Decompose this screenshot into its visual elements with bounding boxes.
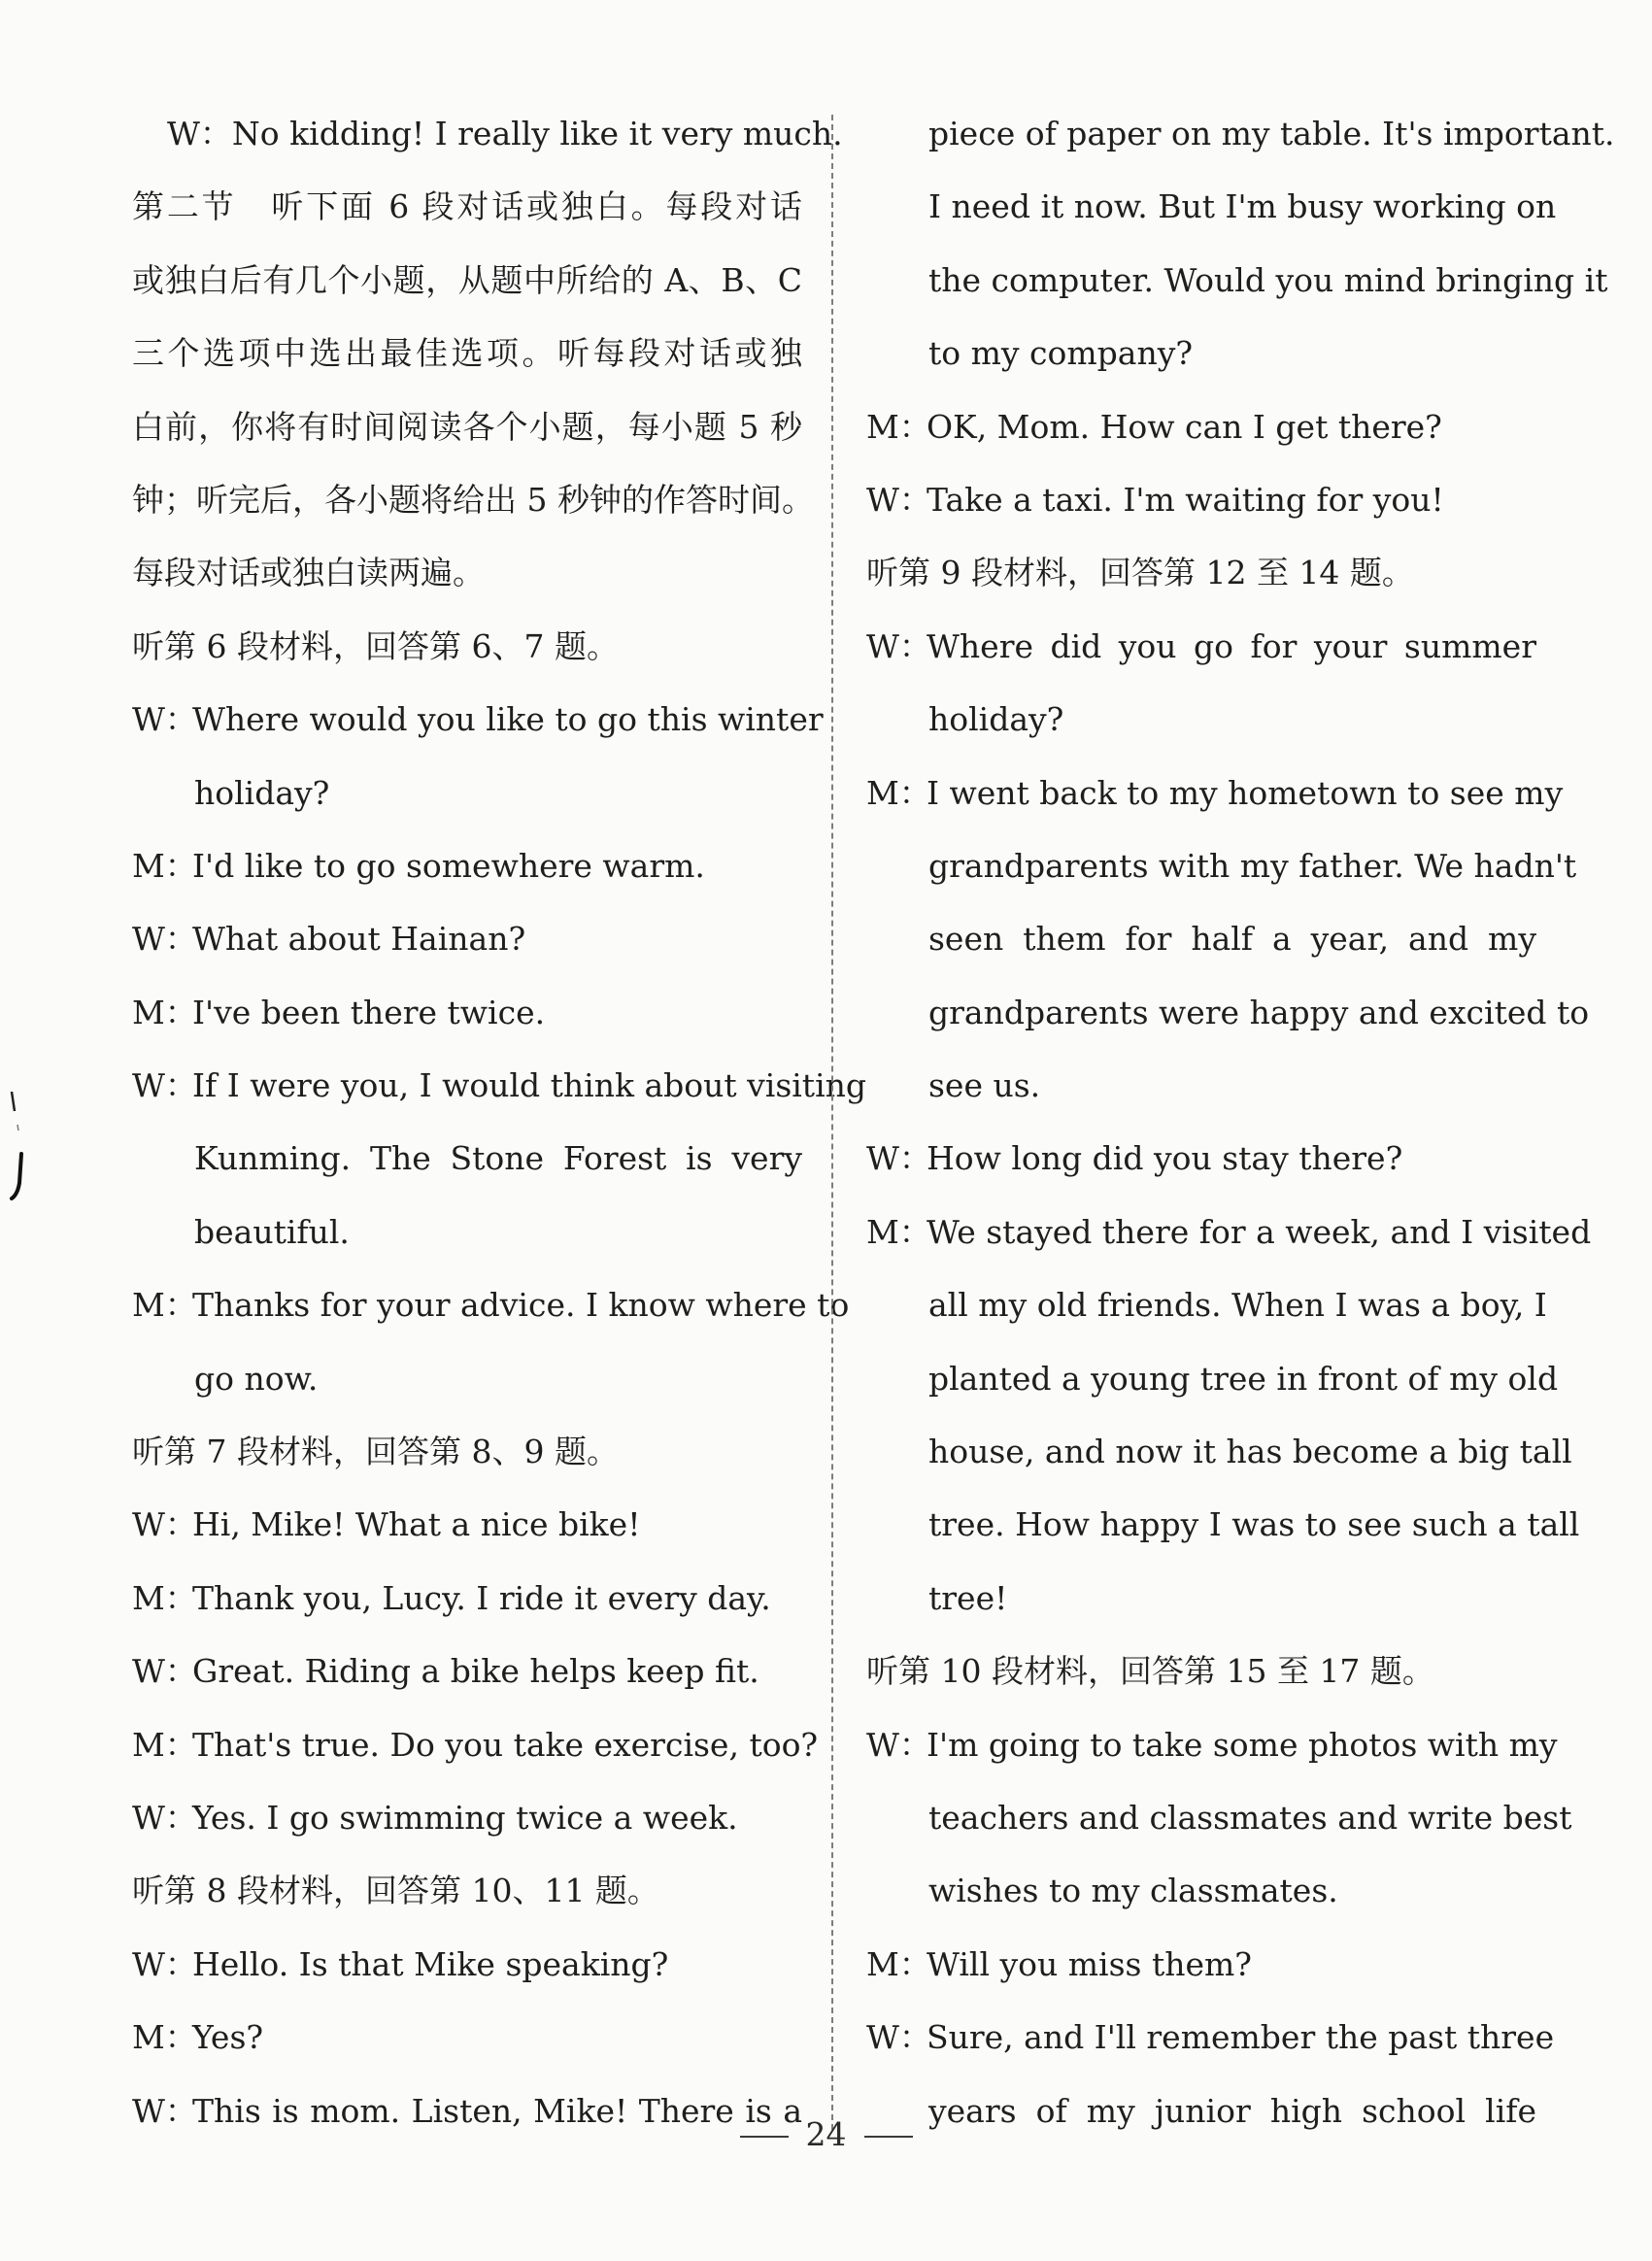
speaker-label: W： (132, 1798, 197, 1837)
dialogue-line (132, 1936, 802, 2008)
dialogue-line (132, 837, 802, 910)
dialogue-text: Great. Riding a bike helps keep fit. (192, 1652, 759, 1691)
speaker-label: W： (132, 920, 197, 959)
dialogue-text: This is mom. Listen, Mike! There is a (192, 2091, 802, 2130)
dialogue-line (132, 984, 802, 1057)
dialogue-continuation: to my company? (928, 334, 1194, 373)
section-heading: 听第 8 段材料，回答第 10、11 题。 (132, 1872, 659, 1910)
dialogue-text: If I were you, I would think about visiting (192, 1066, 866, 1105)
section-heading: 听第 7 段材料，回答第 8、9 题。 (132, 1433, 619, 1471)
dialogue-line (866, 398, 1536, 471)
speaker-label: W： (132, 1066, 197, 1105)
instruction-text: 第二节 听下面 6 段对话或独白。每段对话 (132, 187, 802, 226)
dialogue-continuation: grandparents were happy and excited to (928, 993, 1590, 1031)
dialogue-line (866, 618, 1536, 691)
page-number-right-dash (864, 2136, 913, 2138)
dialogue-text: What about Hainan? (192, 920, 526, 959)
dialogue-text: Sure, and I'll remember the past three (927, 2018, 1555, 2057)
speaker-label: W： (866, 1725, 931, 1764)
dialogue-text: I went back to my hometown to see my (927, 773, 1564, 812)
speaker-label: W： (132, 2091, 197, 2130)
dialogue-line (132, 1569, 802, 1642)
page-number-left-dash (740, 2136, 789, 2138)
dialogue-line (866, 1936, 1536, 2008)
dialogue-line (132, 2008, 802, 2081)
instruction-text: 钟；听完后，各小题将给出 5 秒钟的作答时间。 (132, 480, 814, 519)
speaker-label: M： (132, 846, 197, 885)
dialogue-text: Where would you like to go this winter (192, 700, 824, 739)
dialogue-continuation: seen them for half a year, and my (928, 920, 1536, 959)
speaker-label: W： (132, 1944, 197, 1983)
dialogue-text: Hello. Is that Mike speaking? (192, 1944, 669, 1983)
dialogue-line (132, 1496, 802, 1569)
dialogue-continuation: years of my junior high school life (928, 2091, 1536, 2130)
speaker-label: M： (866, 407, 931, 446)
dialogue-continuation: grandparents with my father. We hadn't (928, 846, 1577, 885)
section-heading: 听第 10 段材料，回答第 15 至 17 题。 (866, 1652, 1434, 1691)
dialogue-line (866, 1716, 1558, 1789)
page-number-text: 24 (805, 2115, 847, 2153)
dialogue-line (866, 1130, 1536, 1202)
right-column (866, 105, 1615, 2155)
speaker-label: M： (132, 993, 197, 1031)
speaker-label: M： (866, 1212, 931, 1251)
dialogue-line (132, 1276, 850, 1349)
speaker-label: W： (132, 1505, 197, 1544)
dialogue-text: Hi, Mike! What a nice bike! (192, 1505, 641, 1544)
dialogue-text: I'm going to take some photos with my (927, 1725, 1558, 1764)
dialogue-line: W：No kidding! I really like it very much. (167, 115, 843, 152)
instruction-text: 三个选项中选出最佳选项。听每段对话或独 (132, 334, 802, 373)
dialogue-continuation: see us. (928, 1066, 1041, 1105)
scan-mark-icon (8, 1086, 29, 1212)
dialogue-continuation: all my old friends. When I was a boy, I (928, 1286, 1547, 1325)
dialogue-line (132, 1642, 802, 1715)
column-divider (831, 115, 833, 2130)
section-heading: 听第 9 段材料，回答第 12 至 14 题。 (866, 554, 1414, 592)
dialogue-text: Thanks for your advice. I know where to (192, 1286, 850, 1325)
dialogue-line (132, 691, 824, 763)
dialogue-text: How long did you stay there? (927, 1139, 1403, 1178)
speaker-label: W： (866, 2018, 931, 2057)
speaker-label: M： (132, 1578, 197, 1617)
dialogue-text: Take a taxi. I'm waiting for you! (927, 480, 1444, 519)
dialogue-continuation: go now. (194, 1359, 319, 1398)
speaker-label: M： (132, 2018, 197, 2057)
dialogue-text: OK, Mom. How can I get there? (927, 407, 1442, 446)
dialogue-line (866, 471, 1536, 544)
dialogue-continuation: holiday? (194, 773, 330, 812)
dialogue-text: We stayed there for a week, and I visited (927, 1212, 1592, 1251)
speaker-label: W： (866, 1139, 931, 1178)
dialogue-continuation: the computer. Would you mind bringing it (928, 260, 1608, 299)
dialogue-continuation: Kunming. The Stone Forest is very (194, 1139, 802, 1178)
speaker-label: M： (866, 773, 931, 812)
dialogue-continuation: house, and now it has become a big tall (928, 1433, 1572, 1471)
dialogue-continuation: piece of paper on my table. It's important. (928, 115, 1615, 152)
speaker-label: M： (132, 1286, 197, 1325)
dialogue-continuation: tree! (928, 1578, 1008, 1617)
instruction-text: 或独白后有几个小题，从题中所给的 A、B、C (132, 260, 802, 299)
dialogue-line (866, 2008, 1555, 2081)
speaker-label: M： (866, 1944, 931, 1983)
dialogue-line (132, 1057, 866, 1130)
dialogue-continuation: teachers and classmates and write best (928, 1798, 1572, 1837)
dialogue-line (866, 1203, 1592, 1276)
dialogue-text: I've been there twice. (192, 993, 546, 1031)
dialogue-continuation: beautiful. (194, 1212, 350, 1251)
dialogue-continuation: holiday? (928, 700, 1064, 739)
dialogue-line (132, 910, 802, 983)
dialogue-line (866, 764, 1564, 837)
dialogue-continuation: I need it now. But I'm busy working on (928, 187, 1557, 226)
dialogue-text: Thank you, Lucy. I ride it every day. (192, 1578, 771, 1617)
speaker-label: M： (132, 1725, 197, 1764)
dialogue-text: That's true. Do you take exercise, too? (192, 1725, 819, 1764)
dialogue-line (132, 1716, 819, 1789)
speaker-label: W： (132, 1652, 197, 1691)
section-heading: 每段对话或独白读两遍。 (132, 554, 485, 592)
dialogue-continuation: wishes to my classmates. (928, 1872, 1338, 1910)
speaker-label: W： (132, 700, 197, 739)
dialogue-line (132, 1789, 802, 1862)
speaker-label: W： (866, 480, 931, 519)
speaker-label: W： (866, 626, 931, 665)
dialogue-text: Will you miss them? (927, 1944, 1252, 1983)
dialogue-text: Yes. I go swimming twice a week. (192, 1798, 738, 1837)
dialogue-continuation: tree. How happy I was to see such a tall (928, 1505, 1580, 1544)
section-heading: 听第 6 段材料，回答第 6、7 题。 (132, 626, 619, 665)
dialogue-continuation: planted a young tree in front of my old (928, 1359, 1559, 1398)
dialogue-text: Yes? (192, 2018, 264, 2057)
dialogue-text: I'd like to go somewhere warm. (192, 846, 705, 885)
page-number (0, 2106, 1652, 2164)
instruction-text: 白前，你将有时间阅读各个小题，每小题 5 秒 (132, 407, 802, 446)
dialogue-text: Where did you go for your summer (927, 626, 1536, 665)
